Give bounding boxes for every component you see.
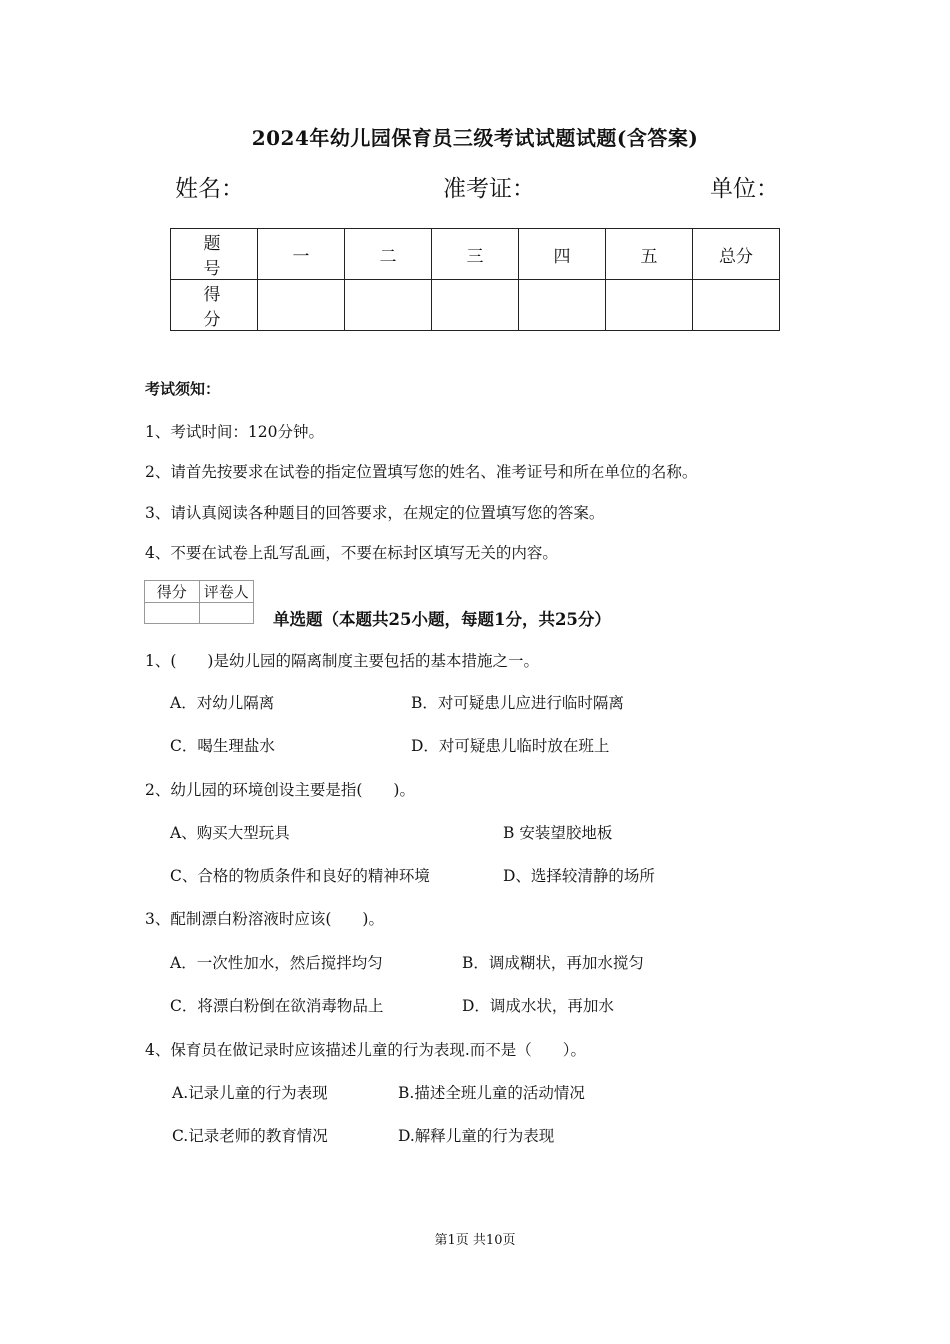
question-stem: 4、保育员在做记录时应该描述儿童的行为表现.而不是（ ）。 — [145, 1041, 587, 1059]
question-option: D、选择较清静的场所 — [503, 867, 655, 885]
score-table-header-row — [171, 229, 780, 280]
section-title: 单选题（本题共25小题，每题1分，共25分） — [273, 610, 611, 629]
notice-item: 3、请认真阅读各种题目的回答要求，在规定的位置填写您的答案。 — [145, 504, 605, 522]
notice-item: 1、考试时间：120分钟。 — [145, 423, 324, 441]
notice-item: 4、不要在试卷上乱写乱画，不要在标封区填写无关的内容。 — [145, 544, 558, 562]
question-stem: 3、配制漂白粉溶液时应该( )。 — [145, 910, 384, 928]
question-option: D.解释儿童的行为表现 — [398, 1127, 555, 1145]
page-footer: 第1页 共10页 — [434, 1233, 516, 1248]
score-cell — [345, 280, 432, 331]
question-option: D．调成水状，再加水 — [462, 997, 614, 1015]
question-option: C、合格的物质条件和良好的精神环境 — [170, 867, 430, 885]
question-option: A．对幼儿隔离 — [170, 694, 275, 712]
question-option: B．调成糊状，再加水搅匀 — [462, 954, 644, 972]
question-option: C．喝生理盐水 — [170, 737, 275, 755]
question-option: B 安装望胶地板 — [503, 824, 613, 842]
grader-score-label: 得分 — [145, 581, 200, 603]
grader-name-label: 评卷人 — [199, 581, 254, 603]
question-option: B．对可疑患儿应进行临时隔离 — [411, 694, 624, 712]
grader-box — [144, 580, 254, 624]
score-table-score-row — [171, 280, 780, 331]
score-cell — [519, 280, 606, 331]
question-option: A.记录儿童的行为表现 — [172, 1084, 328, 1102]
name-label: 姓名： — [175, 176, 244, 202]
score-cell — [258, 280, 345, 331]
question-number-label: 题 号 — [171, 229, 258, 280]
column-header: 一 — [258, 229, 345, 280]
column-header: 三 — [432, 229, 519, 280]
unit-label: 单位： — [710, 176, 779, 202]
question-option: C．将漂白粉倒在欲消毒物品上 — [170, 997, 384, 1015]
grader-score-cell — [145, 603, 200, 624]
score-cell — [606, 280, 693, 331]
question-option: D．对可疑患儿临时放在班上 — [411, 737, 610, 755]
question-option: A、购买大型玩具 — [170, 824, 290, 842]
column-header: 四 — [519, 229, 606, 280]
score-row-label: 得 分 — [171, 280, 258, 331]
column-header: 五 — [606, 229, 693, 280]
score-cell — [432, 280, 519, 331]
question-option: C.记录老师的教育情况 — [172, 1127, 328, 1145]
column-header: 总分 — [693, 229, 780, 280]
document-title: 2024年幼儿园保育员三级考试试题试题(含答案) — [251, 126, 699, 150]
notice-item: 2、请首先按要求在试卷的指定位置填写您的姓名、准考证号和所在单位的名称。 — [145, 463, 698, 481]
notice-heading: 考试须知： — [145, 380, 221, 398]
score-cell — [693, 280, 780, 331]
exam-number-label: 准考证： — [443, 176, 535, 202]
grader-name-cell — [199, 603, 254, 624]
question-option: A．一次性加水，然后搅拌均匀 — [170, 954, 383, 972]
question-stem: 2、幼儿园的环境创设主要是指( )。 — [145, 781, 415, 799]
question-stem: 1、( )是幼儿园的隔离制度主要包括的基本措施之一。 — [145, 652, 539, 670]
column-header: 二 — [345, 229, 432, 280]
question-option: B.描述全班儿童的活动情况 — [398, 1084, 585, 1102]
score-table — [170, 228, 780, 331]
